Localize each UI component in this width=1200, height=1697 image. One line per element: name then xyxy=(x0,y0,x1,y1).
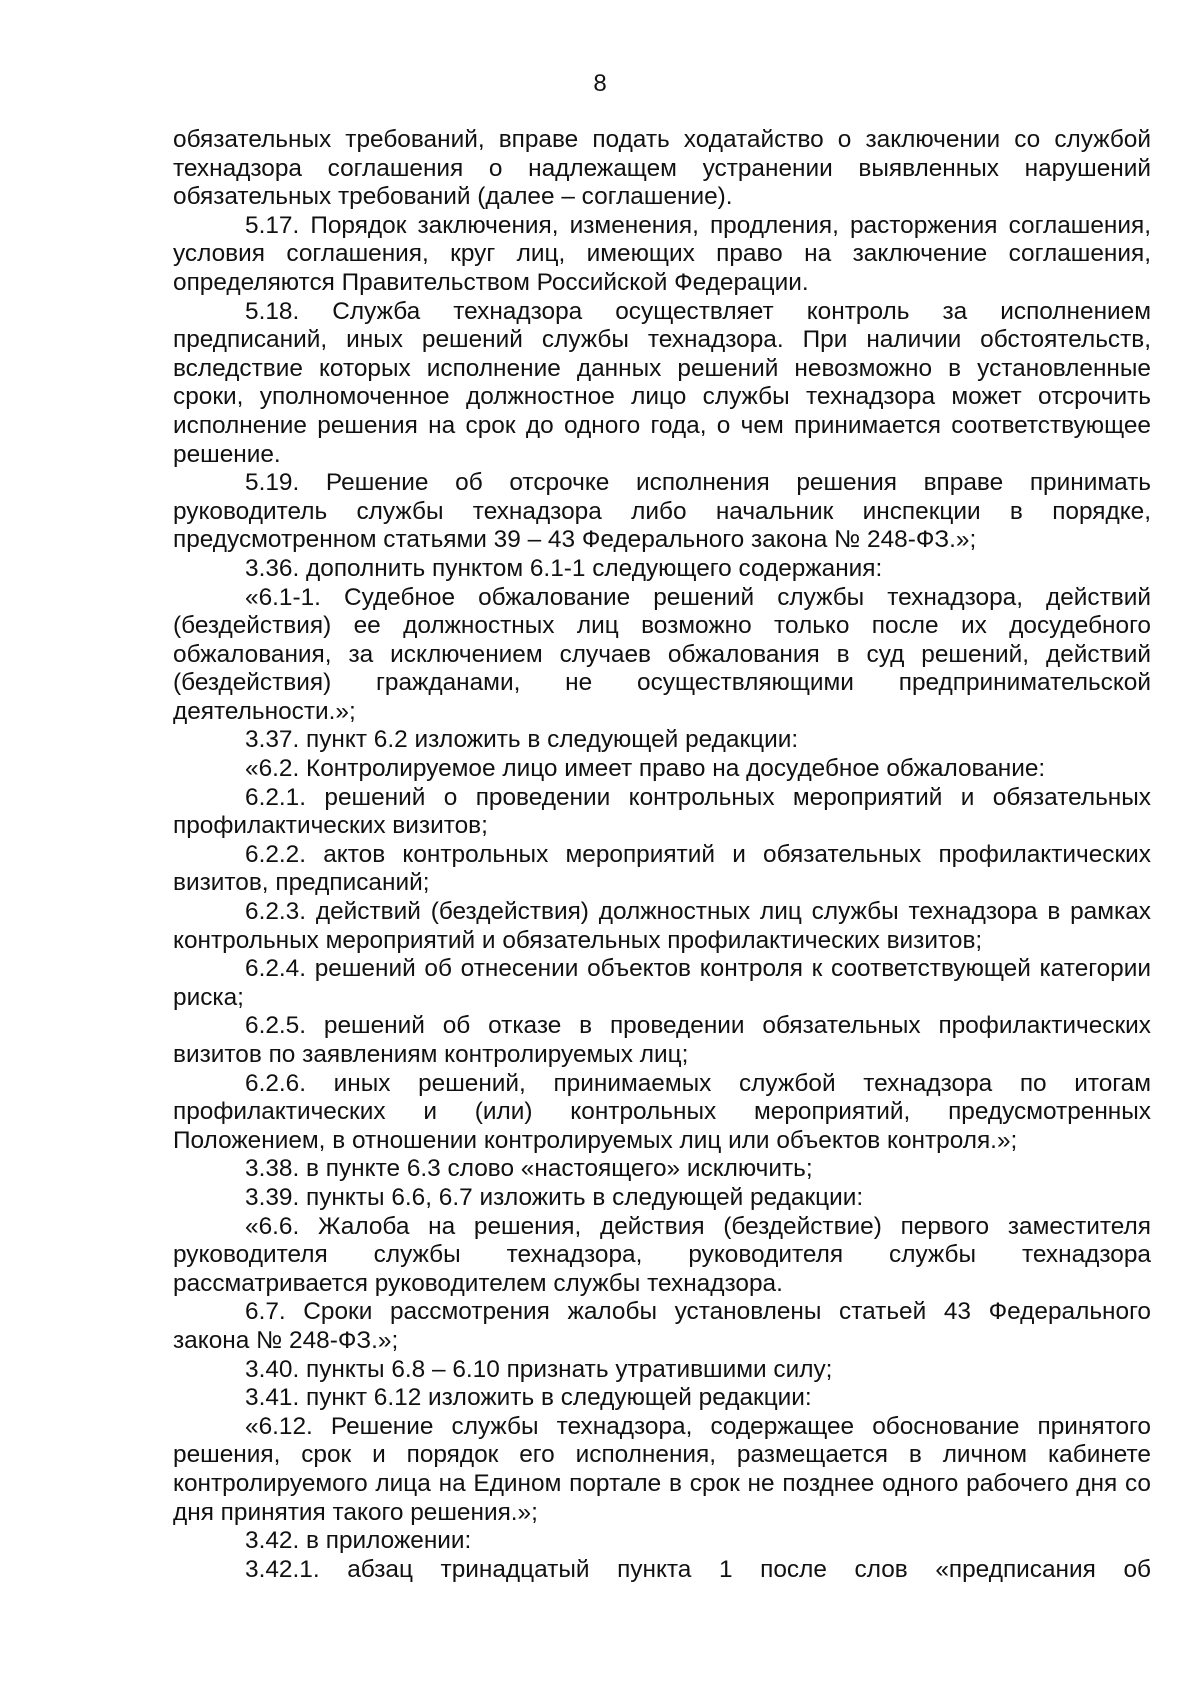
paragraph: 6.2.4. решений об отнесении объектов контроля к соответствующей категории риска; xyxy=(173,955,1151,1011)
paragraph: 3.37. пункт 6.2 изложить в следующей редакции: xyxy=(245,726,799,754)
paragraph: 3.41. пункт 6.12 изложить в следующей редакции: xyxy=(245,1384,812,1412)
paragraph: 6.2.1. решений о проведении контрольных мероприятий и обязательных профилактических визитов; xyxy=(173,783,1151,840)
paragraph: 3.42. в приложении: xyxy=(245,1527,472,1555)
paragraph: 3.36. дополнить пунктом 6.1-1 следующего содержания: xyxy=(245,554,883,582)
document-body xyxy=(173,126,1151,1584)
paragraph: 5.17. Порядок заключения, изменения, продления, расторжения соглашения, условия соглашения, круг лиц, имеющих право на заключение соглашения, определяются Правительством Российской Федерации. xyxy=(173,211,1151,296)
page-number: 8 xyxy=(593,70,607,97)
paragraph: 3.38. в пункте 6.3 слово «настоящего» исключить; xyxy=(245,1155,813,1183)
paragraph: 6.2.5. решений об отказе в проведении обязательных профилактических визитов по заявлениям контролируемых лиц; xyxy=(173,1012,1151,1068)
paragraph: 5.18. Служба технадзора осуществляет контроль за исполнением предписаний, иных решений службы технадзора. При наличии обстоятельств, вследствие которых исполнение данных решений невозможно в установленные сроки, уполномоченное должностное лицо службы технадзора может отсрочить исполнение решения на срок до одного года, о чем принимается соответствующее решение. xyxy=(173,297,1151,468)
paragraph: «6.12. Решение службы технадзора, содержащее обоснование принятого решения, срок и порядок его исполнения, размещается в личном кабинете контролируемого лица на Едином портале в срок не позднее одного рабочего дня со дня принятия такого решения.»; xyxy=(173,1412,1151,1526)
paragraph: 3.39. пункты 6.6, 6.7 изложить в следующей редакции: xyxy=(245,1183,864,1211)
paragraph: 6.7. Сроки рассмотрения жалобы установлены статьей 43 Федерального закона № 248-ФЗ.»; xyxy=(173,1298,1151,1354)
paragraph: 6.2.3. действий (бездействия) должностных лиц службы технадзора в рамках контрольных мероприятий и обязательных профилактических визитов; xyxy=(173,898,1151,954)
paragraph: 6.2.6. иных решений, принимаемых службой технадзора по итогам профилактических и (или) контрольных мероприятий, предусмотренных Положением, в отношении контролируемых лиц или объектов контроля.»; xyxy=(173,1069,1151,1154)
paragraph: обязательных требований, вправе подать ходатайство о заключении со службой технадзора соглашения о надлежащем устранении выявленных нарушений обязательных требований (далее – соглашение). xyxy=(173,126,1151,211)
paragraph: 5.19. Решение об отсрочке исполнения решения вправе принимать руководитель службы технадзора либо начальник инспекции в порядке, предусмотренном статьями 39 – 43 Федерального закона № 248-ФЗ.»; xyxy=(173,469,1151,554)
paragraph: «6.1-1. Судебное обжалование решений службы технадзора, действий (бездействия) ее должностных лиц возможно только после их досудебного обжалования, за исключением случаев обжалования в суд решений, действий (бездействия) гражданами, не осуществляющими предпринимательской деятельности.»; xyxy=(173,583,1151,725)
paragraph: 3.40. пункты 6.8 – 6.10 признать утратившими силу; xyxy=(245,1355,833,1383)
paragraph: «6.2. Контролируемое лицо имеет право на досудебное обжалование: xyxy=(245,755,1046,783)
paragraph: 6.2.2. актов контрольных мероприятий и обязательных профилактических визитов, предписаний; xyxy=(173,840,1151,897)
paragraph: «6.6. Жалоба на решения, действия (бездействие) первого заместителя руководителя службы технадзора, руководителя службы технадзора рассматривается руководителем службы технадзора. xyxy=(173,1212,1151,1297)
paragraph: 3.42.1. абзац тринадцатый пункта 1 после слов «предписания об xyxy=(245,1555,1151,1583)
